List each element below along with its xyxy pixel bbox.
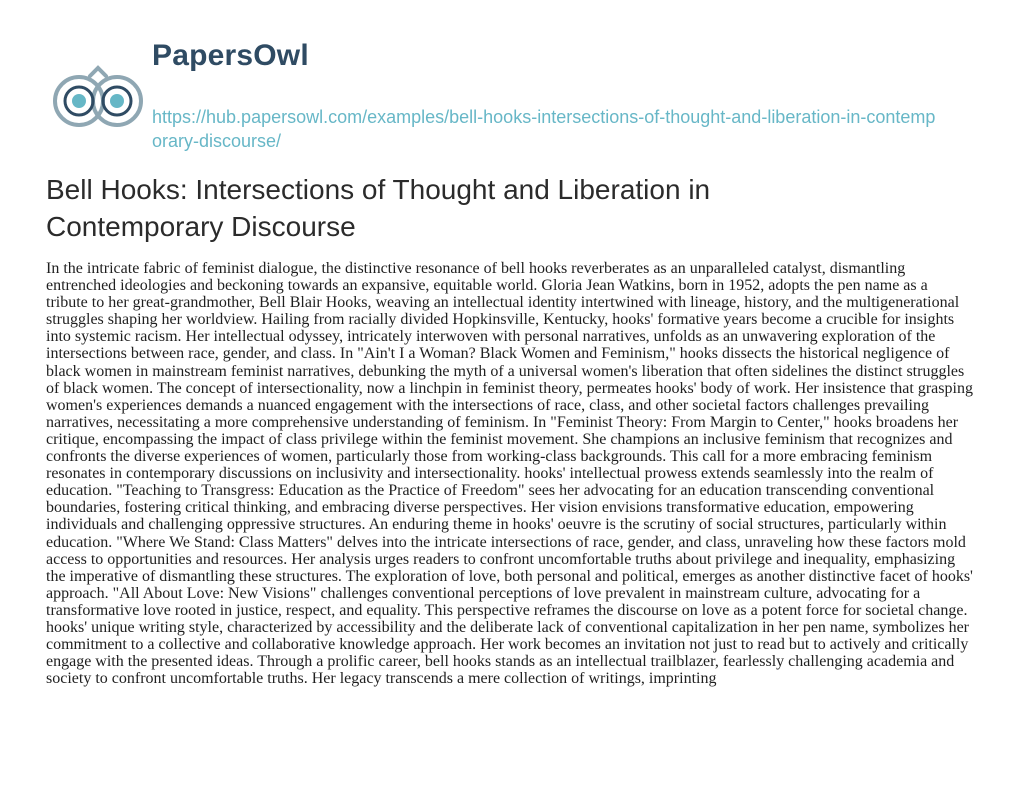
body-line: boundaries, fostering critical thinking, and embracing diverse perspectives. Her vision envisions transformative education, empowering	[46, 499, 914, 517]
body-line: society to confront uncomfortable truths. Her legacy transcends a mere collection of writings, imprinting	[46, 670, 717, 688]
body-line: women's experiences demands a nuanced engagement with the intersections of race, class, and other societal factors challenges prevailing	[46, 396, 929, 414]
body-line: the imperative of dismantling these structures. The exploration of love, both personal and political, emerges as another distinctive facet of hooks'	[46, 567, 973, 585]
body-line: resonates in contemporary discussions on inclusivity and intersectionality. hooks' intellectual prowess extends seamlessly into the realm of	[46, 465, 934, 483]
body-line: confronts the diverse experiences of women, particularly those from working-class backgrounds. This call for a more embracing feminism	[46, 448, 933, 466]
body-line: individuals and challenging oppressive structures. An enduring theme in hooks' oeuvre is the scrutiny of social structures, particularly within	[46, 516, 947, 534]
brand-name: PapersOwl	[152, 39, 309, 72]
body-line: engage with the presented ideas. Through a prolific career, bell hooks stands as an intellectual trailblazer, fearlessly challenging academia and	[46, 653, 955, 671]
body-line: narratives, necessitating a more comprehensive understanding of feminism. In "Feminist Theory: From Margin to Center," hooks broadens her	[46, 413, 959, 431]
body-line: education. "Where We Stand: Class Matters" delves into the intricate intersections of race, gender, and class, unraveling how these factors mold	[46, 533, 966, 551]
body-line: approach. "All About Love: New Visions" challenges conventional perceptions of love prevalent in mainstream culture, advocating for a	[46, 584, 921, 602]
body-line: critique, encompassing the impact of class privilege within the feminist movement. She champions an inclusive feminism that recognizes and	[46, 430, 953, 448]
body-line: into systemic racism. Her intellectual odyssey, intricately interwoven with personal narratives, unfolds as an unwavering exploration of the	[46, 328, 936, 346]
essay-body	[46, 260, 979, 687]
body-line: of black women. The concept of intersectionality, now a linchpin in feminist theory, permeates hooks' body of work. Her insistence that grasping	[46, 379, 973, 397]
body-line: commitment to a collective and collaborative knowledge approach. Her work becomes an invitation not just to read but to actively and critically	[46, 636, 969, 654]
body-line: hooks' unique writing style, characterized by accessibility and the deliberate lack of conventional capitalization in her pen name, symbolizes her	[46, 618, 969, 636]
body-line: access to opportunities and resources. Her analysis urges readers to confront uncomfortable truths about privilege and inequality, emphasizing	[46, 550, 956, 568]
body-line: education. "Teaching to Transgress: Education as the Practice of Freedom" sees her advocating for an education transcending conventional	[46, 482, 935, 500]
source-link[interactable]: https://hub.papersowl.com/examples/bell-hooks-intersections-of-thought-and-liberation-in-contemporary-discourse/	[152, 107, 936, 151]
body-line: black women in mainstream feminist narratives, debunking the myth of a universal women's liberation that often sidelines the distinct struggles	[46, 362, 965, 380]
body-line: transformative love rooted in justice, respect, and equality. This perspective reframes the discourse on love as a potent force for societal change.	[46, 601, 968, 619]
body-line: tribute to her great-grandmother, Bell Blair Hooks, weaving an intellectual identity intertwined with lineage, history, and the multigenerational	[46, 294, 960, 312]
body-line: entrenched ideologies and beckoning towards an expansive, equitable world. Gloria Jean Watkins, born in 1952, adopts the pen name as a	[46, 277, 928, 295]
body-line: intersections between race, gender, and class. In "Ain't I a Woman? Black Women and Feminism," hooks dissects the historical negligence of	[46, 345, 950, 363]
page-header	[34, 36, 994, 156]
owl-logo-icon	[46, 64, 150, 134]
page-title: Bell Hooks: Intersections of Thought and Liberation in Contemporary Discourse	[46, 174, 711, 242]
body-line: In the intricate fabric of feminist dialogue, the distinctive resonance of bell hooks reverberates as an unparalleled catalyst, dismantling	[46, 260, 906, 277]
body-line: struggles shaping her worldview. Hailing from racially divided Hopkinsville, Kentucky, hooks' formative years become a crucible for insights	[46, 311, 955, 329]
